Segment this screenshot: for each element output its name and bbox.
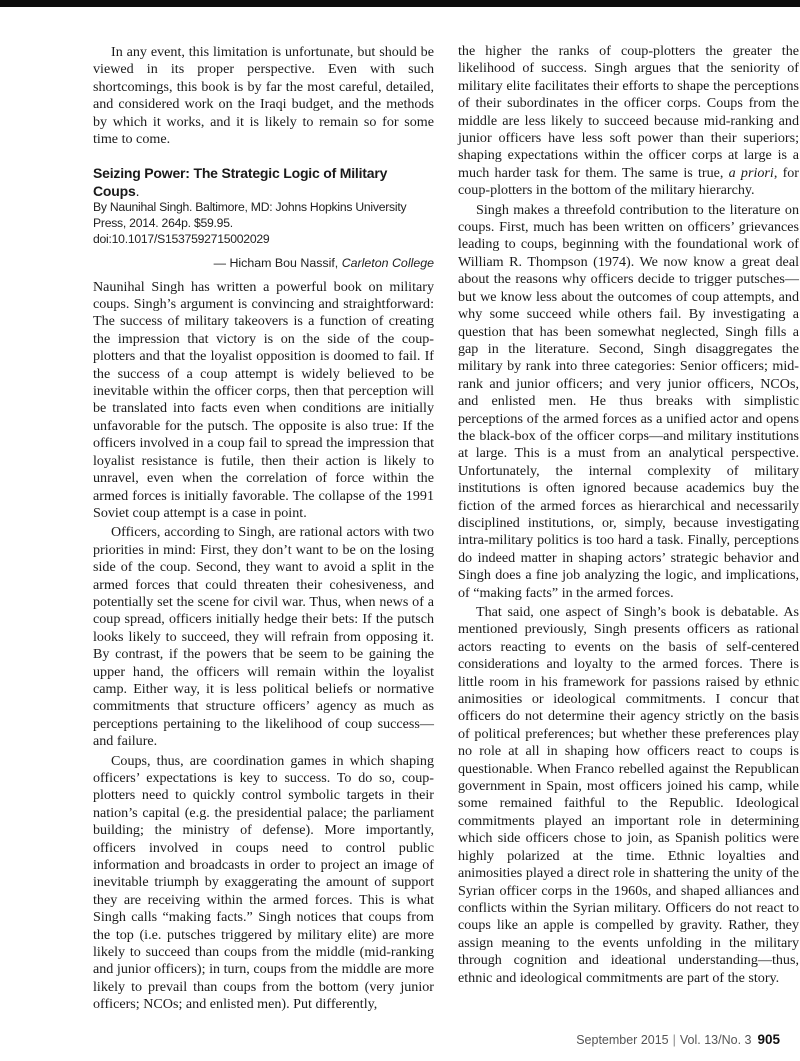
reviewer-byline (93, 255, 434, 272)
page-number: 905 (757, 1032, 780, 1047)
footer-issue-date: September 2015 (576, 1033, 669, 1047)
page-footer (576, 1032, 780, 1047)
review-paragraph-3: Coups, thus, are coordination games in which shaping officers’ expectations is key to success. To do so, coup-plotters need to quickly control symbolic targets in their nation’s capital (e.g. the presidential palace; the parliament building; the ministry of defense). More importantly, officers involved in coups need to control public information and broadcasts in order to project an image of inevitable triumph by exaggerating the amount of support they are receiving within the armed forces. This is what Singh calls “making facts.” Singh notices that coups from the top (i.e. putsches triggered by military elite) are more likely to succeed than coups from the middle (mid-ranking and junior officers); in turn, coups from the middle are more likely to prevail than coups from the bottom (very junior officers; NCOs; and enlisted men). Put differently, (93, 752, 434, 1013)
reviewer-name: — Hicham Bou Nassif, (213, 256, 339, 271)
review-paragraph-1: Naunihal Singh has written a powerful book on military coups. Singh’s argument is convincing and straightforward: The success of military takeovers is a function of creating the impression that victory is on the side of the coup-plotters and that the loyalist opposition is doomed to fail. If the success of a coup attempt is widely believed to be inevitable within the officer corps, then that perception will be translated into facts even when conditions are initially unfavorable for the putsch. The opposite is also true: If the officers involved in a coup fail to spread the impression that loyalist resistance is futile, then their action is likely to unravel, even when the correlation of force within the armed forces is initially favorable. The collapse of the 1991 Soviet coup attempt is a case in point. (93, 278, 434, 521)
top-rule (0, 0, 800, 7)
review-paragraph-2: Officers, according to Singh, are rational actors with two priorities in mind: First, they don’t want to be on the losing side of the coup. Second, they want to avoid a split in the armed forces that could threaten their cohesiveness, and potentially set the scene for civil war. Thus, when news of a coup spread, officers initially hedge their bets: If the putsch looks likely to succeed, they will refrain from opposing it. By contrast, if the powers that be seem to be gaining the upper hand, the officers will remain within the loyalist camp. Either way, it is less political beliefs or normative commitments that structure officers’ agency as much as perceptions pertaining to the likelihood of coup success—and failure. (93, 524, 434, 750)
right-column (458, 43, 799, 987)
paragraph-4-text-a: the higher the ranks of coup-plotters the greater the likelihood of success. Singh argues that the seniority of military elite facilitates their efforts to shape the perceptions of their subordinates in the officer corps. Coups from the middle are less likely to succeed because mid-ranking and junior officers have less soft power than their superiors; shaping expectations within the officer corps at large is a much harder task for them. The same is true, (458, 43, 799, 181)
left-column (93, 44, 434, 1014)
review-header (93, 164, 434, 272)
intro-paragraph: In any event, this limitation is unfortunate, but should be viewed in its proper perspective. Even with such shortcomings, this book is by far the most careful, detailed, and considered work on the Iraqi budget, and the methods by which it works, and it is likely to remain so for some time to come. (93, 44, 434, 148)
paragraph-4-text-b: , for coup-plotters in the bottom of the military hierarchy. (458, 164, 799, 199)
doi-link[interactable]: doi:10.1017/S1537592715002029 (93, 231, 270, 246)
book-publication-info: By Naunihal Singh. Baltimore, MD: Johns Hopkins University Press, 2014. 264p. $59.95. (93, 200, 407, 231)
book-title-text: Seizing Power: The Strategic Logic of Military Coups (93, 165, 388, 200)
review-paragraph-5: Singh makes a threefold contribution to the literature on coups. First, much has been written on officers’ grievances leading to coups, beginning with the foundational work of William R. Thompson (1974). We now know a great deal about the reasons why officers decide to trigger putsches—but we know less about the outcomes of coup attempts, and why some succeed while others fail. By investigating a question that has been somewhat neglected, Singh fills a gap in the literature. Second, Singh disaggregates the military by rank into three categories: Senior officers; mid-rank and junior officers; and very junior officers, NCOs, and enlisted men. He thus breaks with simplistic perceptions of the armed forces as a unified actor and opens the black-box of the officer corps—and military institutions at large. This is a must from an analytical perspective. Unfortunately, the internal complexity of military institutions is often ignored because academics buy the fiction of the armed forces as hierarchical and necessarily disciplined institutions, or, simply, because investigating intra-military politics is too hard a task. Finally, perceptions do indeed matter in shaping actors’ strategic behavior and Singh does a fine job analyzing the logic, and implications, of “making facts” in the armed forces. (458, 201, 799, 601)
footer-separator: | (672, 1033, 676, 1047)
review-paragraph-6: That said, one aspect of Singh’s book is debatable. As mentioned previously, Singh presents officers as rational actors reacting to events on the basis of self-centered considerations and loyalty to the armed forces. There is little room in his framework for passions raised by ethnic animosities or ideological commitments. I concur that officers do not determine their agency strictly on the basis of political preferences; but whether these preferences play no role at all in shaping how officers react to coups is questionable. When Franco rebelled against the Republican government in Spain, most officers joined his camp, while some remained faithful to the Republic. Ideological commitments played an important role in determining which side officers chose to join, as Spanish politics were highly polarized at the time. Ethnic loyalties and animosities played a direct role in shattering the unity of the Syrian officer corps in the 1960s, and shaped alliances and conflicts within the Syrian military. Officers do not react to coups like an apple is compelled by gravity. Rather, they assign meaning to the events unfolding in the military through cognition and ideational understanding—thus, ethnic and ideological commitments are part of the story. (458, 604, 799, 986)
paragraph-4-italic: a priori (728, 164, 774, 181)
footer-volume: Vol. 13/No. 3 (679, 1033, 752, 1047)
book-title-period: . (135, 183, 140, 200)
review-paragraph-4 (458, 43, 799, 200)
reviewer-affiliation: Carleton College (341, 256, 434, 271)
book-title (93, 164, 434, 200)
